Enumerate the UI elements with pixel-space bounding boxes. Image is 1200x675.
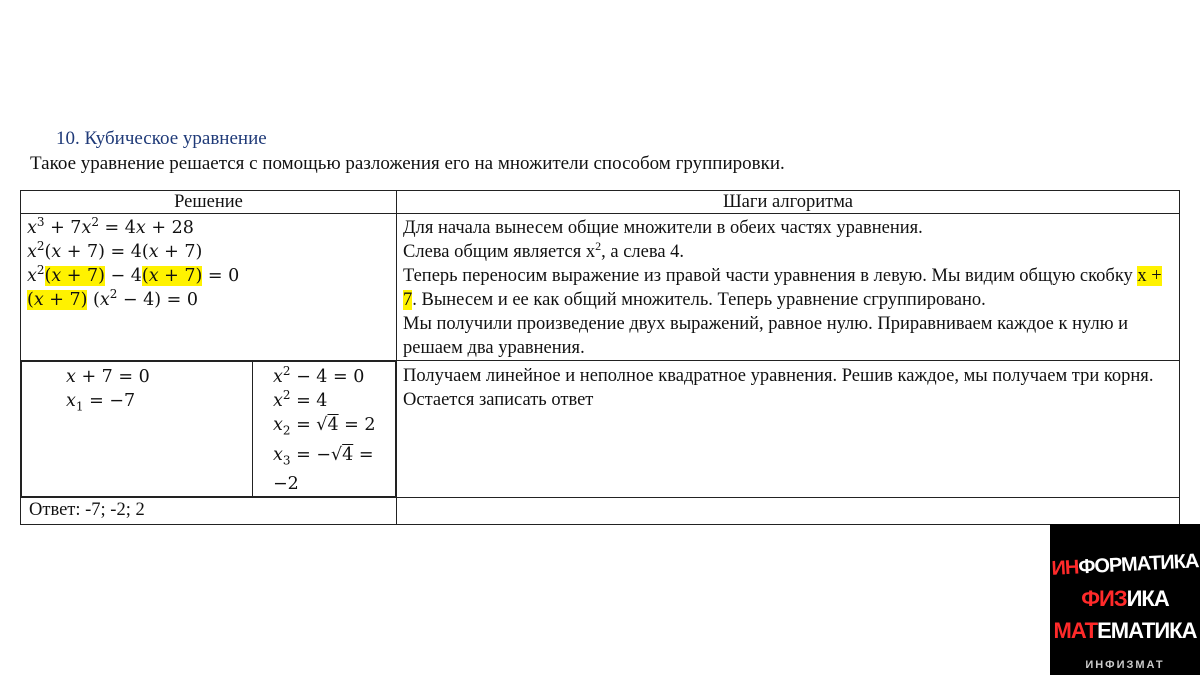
step-text: Слева общим является $x^2$, а слева 4.	[403, 238, 685, 262]
equation-1: $x^3 + 7x^2 = 4x + 28$	[27, 215, 194, 238]
linear-equation: x + 7 = 0 $x_1 = -7$	[22, 362, 253, 497]
answer-cell: Ответ: -7; -2; 2	[21, 498, 397, 525]
table-row	[21, 214, 1180, 361]
header-steps: Шаги алгоритма	[397, 191, 1180, 214]
solution-cell-roots	[21, 361, 397, 498]
equation-4: (x + 7) $(x^2 - 4) = 0$	[27, 287, 199, 310]
quadratic-equation: $x^2 - 4 = 0$ $x^2 = 4$ $x_2 = √4 = 2$ $x_3 = -√4 = -2$	[253, 362, 396, 497]
table-row	[21, 361, 1180, 498]
table-header-row	[21, 191, 1180, 214]
step-text: Для начала вынесем общие множители в обеих частях уравнения.	[403, 218, 923, 238]
header-solution: Решение	[21, 191, 397, 214]
solution-table	[20, 190, 1180, 525]
logo-line-informatika: ИНФОРМАТИКА	[1051, 550, 1199, 580]
step-text: Теперь переносим выражение из правой части уравнения в левую. Мы видим общую скобку x + 7. Вынесем и ее как общий множитель. Теперь уравнение сгруппировано.	[403, 266, 1162, 310]
solution-cell-grouping	[21, 214, 397, 361]
highlight-x-plus-7: x + 7	[403, 266, 1162, 310]
equation-2: $x^2(x + 7) = 4(x + 7)$	[27, 239, 203, 262]
infizmat-logo	[1050, 524, 1200, 675]
steps-cell-grouping	[397, 214, 1180, 361]
intro-text: Такое уравнение решается с помощью разложения его на множители способом группировки.	[30, 153, 785, 174]
logo-footer: ИНФИЗМАТ	[1085, 659, 1165, 671]
logo-line-fizika: ФИЗИКА	[1081, 586, 1169, 611]
table-row	[21, 498, 1180, 525]
section-heading: 10. Кубическое уравнение	[56, 128, 267, 149]
logo-line-matematika: МАТЕМАТИКА	[1053, 618, 1197, 643]
step-text: Мы получили произведение двух выражений, равное нулю. Приравниваем каждое к нулю и решаем два уравнения.	[403, 314, 1129, 358]
empty-cell	[397, 498, 1180, 525]
steps-cell-roots: Получаем линейное и неполное квадратное уравнения. Решив каждое, мы получаем три корня. Остается записать ответ	[397, 361, 1180, 498]
equation-3: $x^2(x + 7) - 4(x + 7) = 0$	[27, 263, 240, 286]
